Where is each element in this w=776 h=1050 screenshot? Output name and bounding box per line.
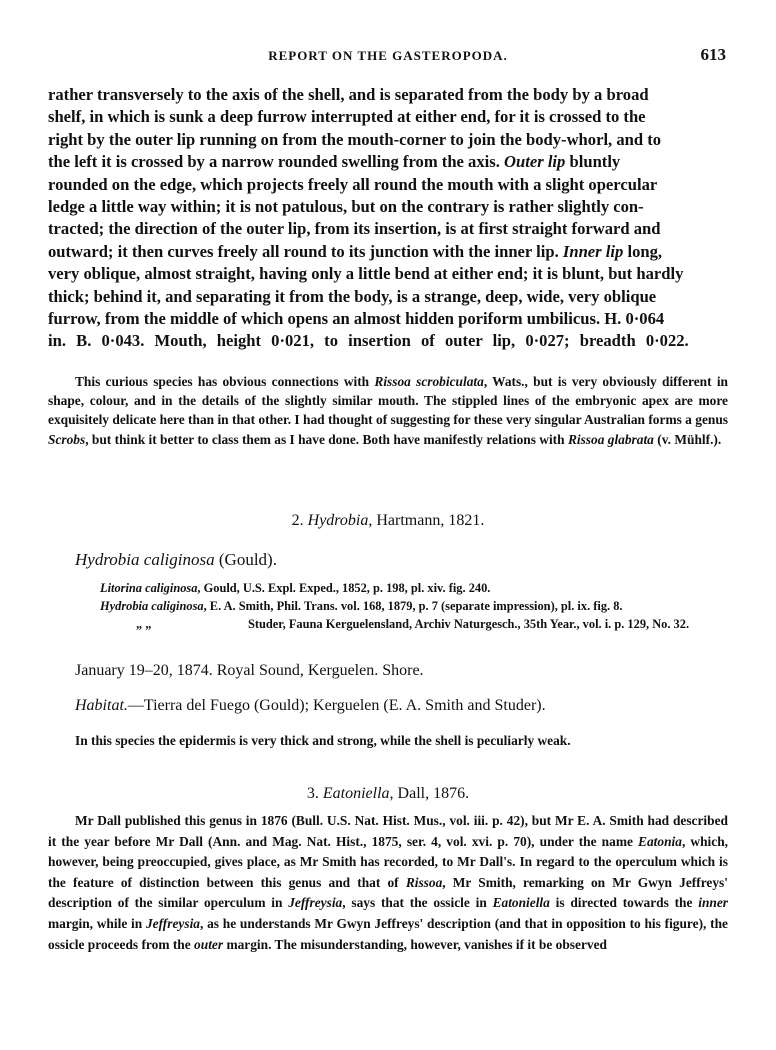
desc-line: ledge a little way within; it is not patulous, but on the contrary is rather slightly con- (48, 197, 644, 217)
genus-authority: , Hartmann, 1821. (368, 512, 485, 529)
desc-line: furrow, from the middle of which opens an almost hidden poriform umbilicus. H. 0·064 (48, 309, 665, 329)
page-number: 613 (700, 45, 726, 64)
synonym-citation: Studer, Fauna Kerguelensland, Archiv Naturgesch., 35th Year., vol. i. p. 129, No. 32. (248, 617, 690, 631)
desc-line: right by the outer lip running on from the mouth-corner to join the body-whorl, and to (48, 129, 662, 149)
synonym-entry (100, 597, 728, 615)
para-text: is directed towards the (555, 895, 693, 911)
desc-text: bluntly (569, 152, 621, 172)
genus-ref: Scrobs (48, 431, 86, 447)
para-text: margin, while in (48, 915, 143, 931)
habitat-line (75, 697, 546, 715)
species-heading (75, 550, 277, 570)
eatoniella-paragraph (48, 811, 728, 955)
section-number: 2. (291, 512, 304, 529)
genus-name: Eatoniella (322, 785, 390, 802)
remarks-text: This curious species has obvious connections with (75, 374, 370, 389)
emphasis: inner (698, 895, 729, 911)
genus-ref: Eatonia (638, 833, 682, 849)
synonym-citation: , E. A. Smith, Phil. Trans. vol. 168, 1879, p. 7 (separate impression), pl. ix. fig. 8. (203, 599, 623, 613)
genus-ref: Jeffreysia (145, 915, 200, 931)
section-heading-hydrobia (48, 512, 728, 530)
habitat-text: —Tierra del Fuego (Gould); Kerguelen (E. A. Smith and Studer). (127, 697, 546, 714)
synonym-citation: , Gould, U.S. Expl. Exped., 1852, p. 198, pl. xiv. fig. 240. (197, 581, 491, 595)
desc-text: outward; it then curves freely all round to its junction with the inner lip. (48, 241, 559, 261)
desc-text: long, (627, 241, 663, 261)
remarks-text: , but think it better to class them as I have done. Both have manifestly relations with (85, 431, 565, 447)
para-text: Mr Dall published this genus in 1876 (Bull. U.S. Nat. Hist. Mus., vol. iii. p. 42), but Mr E. A. Smith had described it the year before Mr Dall (Ann. and Mag. Nat. Hist., 1875, ser. 4, vol. xvi. p. 70), under the name (48, 813, 728, 849)
desc-line (48, 151, 728, 173)
synonym-name: Litorina caliginosa (100, 581, 198, 595)
desc-line: very oblique, almost straight, having only a little bend at either end; it is blunt, but hardly (48, 264, 684, 284)
desc-line: tracted; the direction of the outer lip, from its insertion, is at first straight forward and (48, 219, 661, 239)
section-number: 3. (306, 785, 319, 802)
remarks-text: , Wats., but is very obviously different in shape, colour, and in the details of the slightly similar mouth. The stippled lines of the embryonic apex are more exquisitely delicate here than in that other. I had thought of suggesting for these very singular Australian forms a genus (48, 374, 728, 428)
desc-line: thick; behind it, and separating it from the body, is a strange, deep, wide, very oblique (48, 286, 657, 306)
synonymy-list (100, 579, 728, 633)
para-text: , as he understands Mr Gwyn Jeffreys' description (and that in opposition to his figure), the ossicle proceeds from the (48, 915, 728, 952)
desc-line: shelf, in which is sunk a deep furrow interrupted at either end, for it is crossed to the (48, 107, 646, 127)
species-ref: Rissoa glabrata (567, 431, 654, 447)
desc-line (48, 241, 728, 263)
station-record: January 19–20, 1874. Royal Sound, Kerguelen. Shore. (75, 662, 424, 679)
para-text: margin. The misunderstanding, however, vanishes if it be observed (226, 936, 607, 952)
para-text: , says that the ossicle in (342, 895, 487, 911)
epidermis-note: In this species the epidermis is very thick and strong, while the shell is peculiarly weak. (75, 733, 571, 748)
species-description (48, 84, 728, 353)
genus-name: Hydrobia (307, 512, 369, 529)
inner-lip-term: Inner lip (562, 241, 624, 261)
genus-ref: Eatoniella (492, 895, 550, 911)
synonym-entry (100, 615, 728, 633)
outer-lip-term: Outer lip (504, 152, 566, 172)
desc-line: rounded on the edge, which projects freely all round the mouth with a slight opercular (48, 174, 658, 194)
species-name: Hydrobia caliginosa (75, 550, 215, 569)
remarks-paragraph (48, 372, 728, 449)
species-author: (Gould). (218, 550, 277, 569)
genus-ref: Jeffreysia (288, 895, 343, 911)
emphasis: outer (194, 936, 224, 952)
desc-line: in. B. 0·043. Mouth, height 0·021, to insertion of outer lip, 0·027; breadth 0·022. (48, 331, 689, 351)
habitat-label: Habitat. (75, 697, 128, 714)
para-text: , Mr Smith, remarking on Mr Gwyn Jeffreys' description of the similar operculum in (48, 874, 728, 911)
running-head (48, 45, 728, 66)
genus-authority: , Dall, 1876. (389, 785, 470, 802)
desc-line: rather transversely to the axis of the shell, and is separated from the body by a broad (48, 85, 649, 104)
running-title: REPORT ON THE GASTEROPODA. (268, 48, 508, 63)
ditto-marks: „ „ (136, 617, 152, 631)
para-text: , which, however, being preoccupied, gives place, as Mr Smith has recorded, to Mr Dall's. In regard to the operculum which is the feature of distinction between this genus and that of (48, 833, 728, 890)
section-heading-eatoniella (48, 785, 728, 803)
species-ref: Rissoa scrobiculata (374, 374, 484, 389)
desc-text: the left it is crossed by a narrow rounded swelling from the axis. (48, 152, 500, 172)
synonym-name: Hydrobia caliginosa (100, 599, 204, 613)
remarks-text: (v. Mühlf.). (657, 431, 722, 447)
synonym-entry (100, 579, 728, 597)
genus-ref: Rissoa (405, 874, 443, 890)
